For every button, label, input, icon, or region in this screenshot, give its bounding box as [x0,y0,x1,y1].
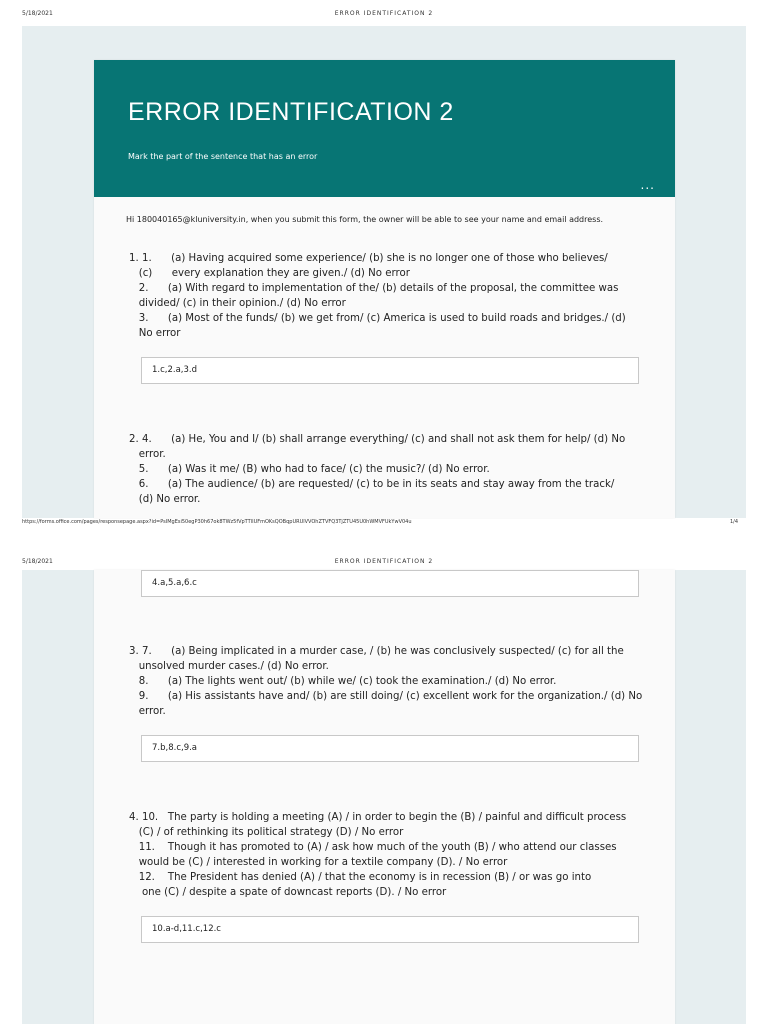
question-line: 2. (a) With regard to implementation of the/ (b) details of the proposal, the committee was [129,283,619,294]
form-title: ERROR IDENTIFICATION 2 [128,98,454,126]
question-4 [129,810,649,900]
question-line: one (C) / despite a spate of downcast reports (D). / No error [129,887,447,898]
more-options-icon[interactable]: ... [640,178,655,192]
print-title: ERROR IDENTIFICATION 2 [334,10,434,17]
form-subtitle: Mark the part of the sentence that has an error [128,152,318,161]
form-card [94,60,675,518]
question-3 [129,644,649,719]
print-title: ERROR IDENTIFICATION 2 [334,558,434,565]
answer-field-1[interactable]: 1.c,2.a,3.d [141,357,639,384]
question-line: unsolved murder cases./ (d) No error. [129,661,329,672]
print-footer [0,519,768,528]
question-line: (d) No error. [129,494,201,505]
question-1 [129,251,649,341]
question-line: (C) / of rethinking its political strategy (D) / No error [129,827,404,838]
identity-notice: Hi 180040165@kluniversity.in, when you submit this form, the owner will be able to see your name and email address. [126,215,604,224]
question-line: divided/ (c) in their opinion./ (d) No error [129,298,346,309]
answer-field-4[interactable]: 10.a-d,11.c,12.c [141,916,639,943]
question-line: 3. (a) Most of the funds/ (b) we get from/ (c) America is used to build roads and bridges./ (d) [129,313,626,324]
print-date: 5/18/2021 [22,10,53,17]
form-card [94,570,675,1024]
question-line: 5. (a) Was it me/ (B) who had to face/ (c) the music?/ (d) No error. [129,464,490,475]
footer-url: https://forms.office.com/pages/responsepage.aspx?id=PsIMgEsi50egP30h67ok8TWz5fVpTTlIUFmOKsQOBqpURUlVVOhZTVFQ3TjZTU45U0hWMVFUkYwV04u [22,519,412,525]
question-line: error. [129,706,166,717]
question-line: 9. (a) His assistants have and/ (b) are still doing/ (c) excellent work for the organization./ (d) No [129,691,643,702]
print-date: 5/18/2021 [22,558,53,565]
question-line: 2. 4. (a) He, You and I/ (b) shall arrange everything/ (c) and shall not ask them for help/ (d) No [129,434,626,445]
print-header [0,10,768,22]
question-line: error. [129,449,166,460]
question-line: (c) every explanation they are given./ (d) No error [129,268,410,279]
answer-field-2[interactable]: 4.a,5.a,6.c [141,570,639,597]
footer-page-number: 1/4 [729,519,738,525]
question-line: 8. (a) The lights went out/ (b) while we/ (c) took the examination./ (d) No error. [129,676,557,687]
question-line: 11. Though it has promoted to (A) / ask how much of the youth (B) / who attend our classes [129,842,617,853]
print-header [0,558,768,570]
answer-field-3[interactable]: 7.b,8.c,9.a [141,735,639,762]
question-2 [129,432,649,507]
question-line: 6. (a) The audience/ (b) are requested/ (c) to be in its seats and stay away from the track/ [129,479,615,490]
question-line: 3. 7. (a) Being implicated in a murder case, / (b) he was conclusively suspected/ (c) for all the [129,646,624,657]
form-banner [94,60,675,197]
question-line: 1. 1. (a) Having acquired some experience/ (b) she is no longer one of those who believes/ [129,253,608,264]
question-line: 12. The President has denied (A) / that the economy is in recession (B) / or was go into [129,872,592,883]
question-line: 4. 10. The party is holding a meeting (A) / in order to begin the (B) / painful and difficult process [129,812,627,823]
question-line: would be (C) / interested in working for a textile company (D). / No error [129,857,508,868]
print-page-2 [0,548,768,1024]
question-line: No error [129,328,181,339]
